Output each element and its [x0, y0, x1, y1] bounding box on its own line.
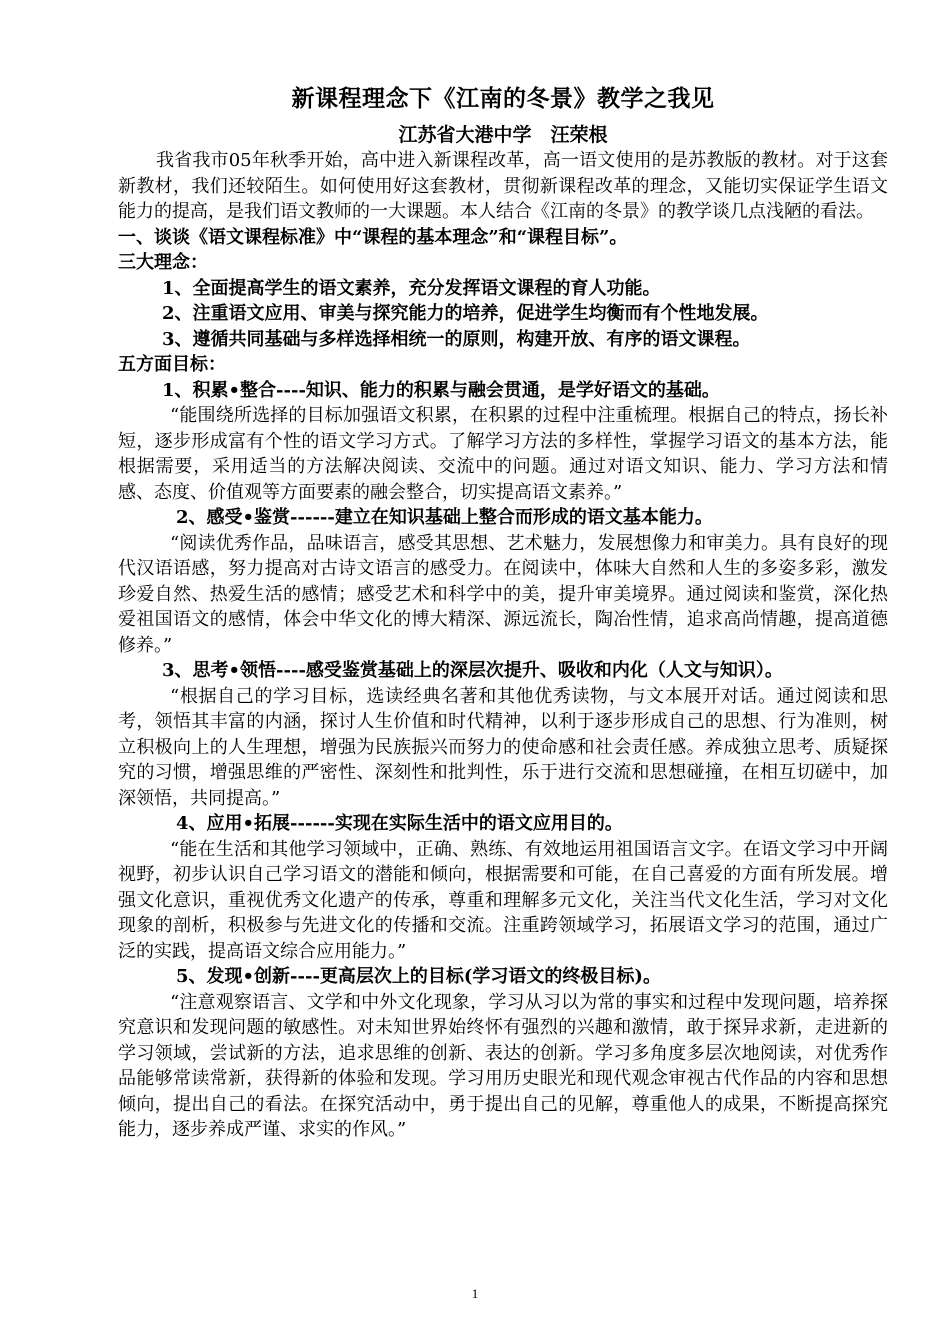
- document-title: 新课程理念下《江南的冬景》教学之我见: [291, 85, 715, 112]
- goal-heading: 5、发现•创新----更高层次上的目标(学习语文的终极目标)。: [176, 966, 661, 987]
- concepts-heading: 三大理念：: [118, 252, 208, 273]
- goal-heading: 3、思考•领悟----感受鉴赏基础上的深层次提升、吸收和内化（人文与知识）。: [162, 660, 783, 681]
- goal-text: “注意观察语言、文学和中外文化现象，学习从习以为常的事实和过程中发现问题，培养探究意识和发现问题的敏感性。对未知世界始终怀有强烈的兴趣和激情，敢于探异求新，走进新的学习领域，尝试新的方法，追求思维的创新、表达的创新。学习多角度多层次地阅读，对优秀作品能够常读常新，获得新的体验和发现。学习用历史眼光和现代观念审视古代作品的内容和思想倾向，提出自己的看法。在探究活动中，勇于提出自己的见解，尊重他人的成果，不断提高探究能力，逐步养成严谨、求实的作风。”: [118, 991, 888, 1140]
- goal-text: “根据自己的学习目标，选读经典名著和其他优秀读物，与文本展开对话。通过阅读和思考，领悟其丰富的内涵，探讨人生价值和时代精神，以利于逐步形成自己的思想、行为准则，树立积极向上的人生理想，增强为民族振兴而努力的使命感和社会责任感。养成独立思考、质疑探究的习惯，增强思维的严密性、深刻性和批判性，乐于进行交流和思想碰撞，在相互切磋中，加深领悟，共同提高。”: [118, 685, 888, 809]
- document-author: 江苏省大港中学 汪荣根: [398, 124, 608, 146]
- concept-item: 3、遵循共同基础与多样选择相统一的原则，构建开放、有序的语文课程。: [162, 328, 751, 350]
- goals-heading: 五方面目标：: [118, 354, 226, 375]
- goal-text: “能围绕所选择的目标加强语文积累，在积累的过程中注重梳理。根据自己的特点，扬长补短，逐步形成富有个性的语文学习方式。了解学习方法的多样性，掌握学习语文的基本方法，能根据需要，采用适当的方法解决阅读、交流中的问题。通过对语文知识、能力、学习方法和情感、态度、价值观等方面要素的融会整合，切实提高语文素养。”: [118, 405, 888, 503]
- goal-heading: 1、积累•整合----知识、能力的积累与融会贯通，是学好语文的基础。: [162, 379, 720, 401]
- goal-text: “能在生活和其他学习领域中，正确、熟练、有效地运用祖国语言文字。在语文学习中开阔视野，初步认识自己学习语文的潜能和倾向，根据需要和可能，在自己喜爱的方面有所发展。增强文化意识，重视优秀文化遗产的传承，尊重和理解多元文化，关注当代文化生活，学习对文化现象的剖析，积极参与先进文化的传播和交流。注重跨领域学习，拓展语文学习的范围，通过广泛的实践，提高语文综合应用能力。”: [118, 838, 888, 962]
- concept-item: 2、注重语文应用、审美与探究能力的培养，促进学生均衡而有个性地发展。: [162, 303, 769, 324]
- goal-heading: 2、感受•鉴赏------建立在知识基础上整合而形成的语文基本能力。: [176, 507, 713, 528]
- section-heading: 一、谈谈《语文课程标准》中“课程的基本理念”和“课程目标”。: [118, 226, 628, 248]
- page-number: 1: [471, 1286, 479, 1301]
- document-body: [118, 84, 888, 1143]
- goal-heading: 4、应用•拓展------实现在实际生活中的语文应用目的。: [176, 813, 623, 834]
- concept-item: 1、全面提高学生的语文素养，充分发挥语文课程的育人功能。: [162, 277, 661, 299]
- intro-paragraph: 我省我市05年秋季开始，高中进入新课程改革，高一语文使用的是苏教版的教材。对于这套新教材，我们还较陌生。如何使用好这套教材，贯彻新课程改革的理念，又能切实保证学生语文能力的提高，是我们语文教师的一大课题。本人结合《江南的冬景》的教学谈几点浅陋的看法。: [118, 150, 888, 222]
- goal-text: “阅读优秀作品，品味语言，感受其思想、艺术魅力，发展想像力和审美力。具有良好的现代汉语语感，努力提高对古诗文语言的感受力。在阅读中，体味大自然和人生的多姿多彩，激发珍爱自然、热爱生活的感情；感受艺术和科学中的美，提升审美境界。通过阅读和鉴赏，深化热爱祖国语文的感情，体会中华文化的博大精深、源远流长，陶冶性情，追求高尚情趣，提高道德修养。”: [118, 532, 888, 656]
